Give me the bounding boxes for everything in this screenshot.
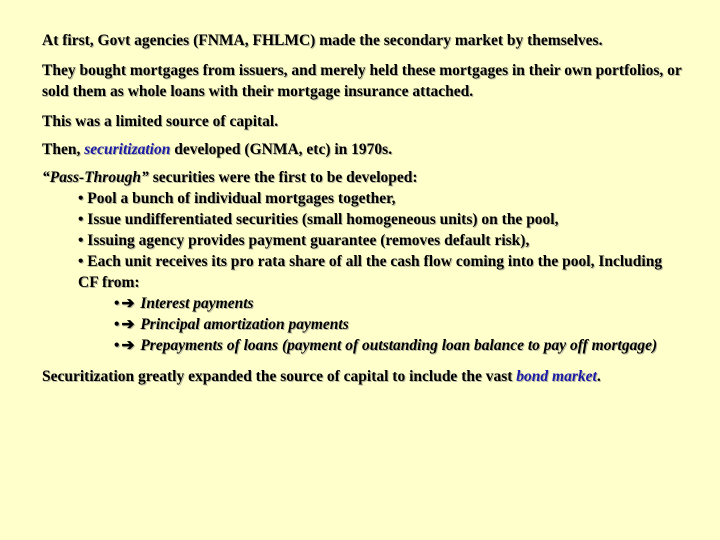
securitization-prefix: Then,	[42, 141, 85, 158]
bullet-dot: •	[114, 337, 120, 354]
closing-prefix: Securitization greatly expanded the source of capital to include the vast	[42, 368, 517, 385]
pass-through-term: “Pass-Through”	[42, 169, 149, 186]
bullet-issue: • Issue undifferentiated securities (small homogeneous units) on the pool,	[78, 211, 559, 228]
paragraph-securitization	[42, 139, 682, 160]
bullet-guarantee: • Issuing agency provides payment guarantee (removes default risk),	[78, 232, 530, 249]
securitization-suffix: developed (GNMA, etc) in 1970s.	[170, 141, 393, 158]
right-arrow-icon: ➔	[121, 337, 135, 354]
bullet-dot: •	[114, 295, 120, 312]
paragraph-bought-mortgages: They bought mortgages from issuers, and merely held these mortgages in their own portfolios, or sold them as whole loans with their mortgage insurance attached.	[42, 62, 682, 100]
pass-through-suffix: securities were the first to be developed:	[148, 169, 418, 186]
paragraph-limited-capital: This was a limited source of capital.	[42, 113, 279, 130]
paragraph-closing	[42, 366, 682, 387]
subbullet-interest	[114, 293, 682, 314]
right-arrow-icon: ➔	[121, 295, 135, 312]
bullet-pool: • Pool a bunch of individual mortgages together,	[78, 190, 396, 207]
bullet-dot: •	[114, 316, 120, 333]
subbullet-text: Prepayments of loans (payment of outstanding loan balance to pay off mortgage)	[140, 337, 658, 354]
paragraph-govt-agencies: At first, Govt agencies (FNMA, FHLMC) made the secondary market by themselves.	[42, 32, 603, 49]
slide-body	[42, 30, 682, 387]
market-term: market	[552, 368, 597, 385]
subbullet-prepayments	[114, 335, 682, 356]
right-arrow-icon: ➔	[121, 316, 135, 333]
subbullet-text: Principal amortization payments	[140, 316, 349, 333]
bullet-pro-rata: • Each unit receives its pro rata share of all the cash flow coming into the pool, Including CF from:	[78, 253, 663, 291]
bond-term: bond	[516, 368, 549, 385]
securitization-term: securitization	[84, 141, 171, 158]
paragraph-pass-through	[42, 167, 682, 188]
subbullet-text: Interest payments	[140, 295, 254, 312]
subbullet-principal	[114, 314, 682, 335]
closing-suffix: .	[596, 368, 601, 385]
